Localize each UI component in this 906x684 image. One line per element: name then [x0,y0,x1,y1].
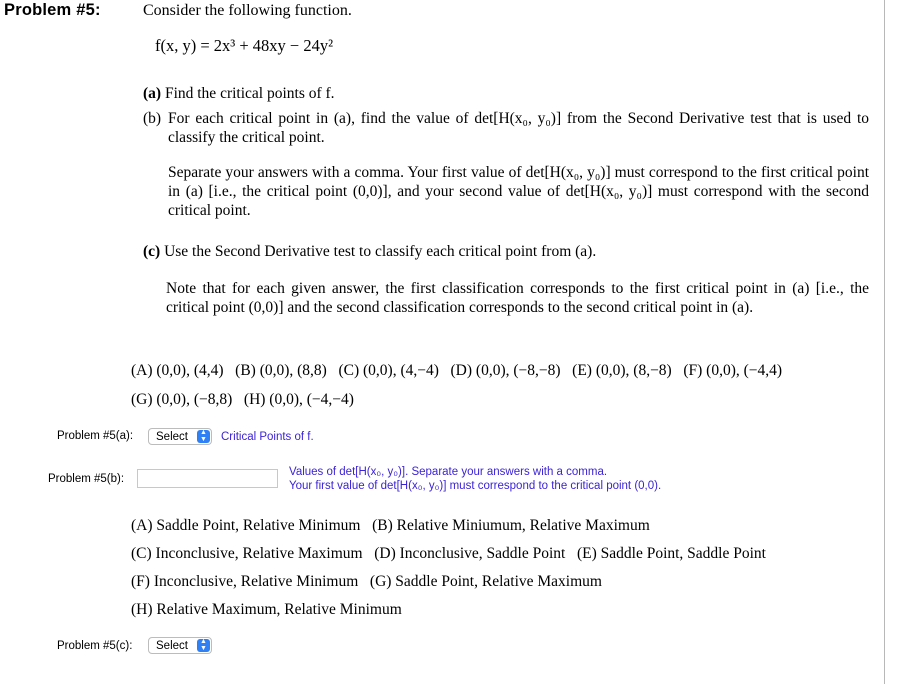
answer-b-hint-line1: Values of det[H(x₀, y₀)]. Separate your answers with a comma. [289,466,608,478]
select-arrows-icon: ▲ ▼ [197,639,210,652]
part-c-label: (c) [143,243,161,260]
answer-b-hint-line2: Your first value of det[H(x₀, y₀)] must correspond to the critical point (0,0). [289,480,662,492]
page-right-border [884,0,885,684]
options-a-line2: (G) (0,0), (−8,8) (H) (0,0), (−4,−4) [131,391,354,408]
function-formula: f(x, y) = 2x³ + 48xy − 24y² [155,36,334,55]
part-c-note: Note that for each given answer, the first classification corresponds to the first critical point in (a) [i.e., the critical point (0,0)] and the second classification corresponds to the second critical point in (a). [166,280,869,316]
part-a [143,84,335,103]
options-c-line2: (C) Inconclusive, Relative Maximum (D) Inconclusive, Saddle Point (E) Saddle Point, Saddle Point [131,545,766,562]
options-a-line1: (A) (0,0), (4,4) (B) (0,0), (8,8) (C) (0,0), (4,−4) (D) (0,0), (−8,−8) (E) (0,0), (8,−8) (F) (0,0), (−4,4) [131,362,783,379]
part-a-text: Find the critical points of f. [164,85,335,102]
part-c-text: Use the Second Derivative test to classify each critical point from (a). [164,243,597,260]
part-a-label: (a) [143,85,162,102]
answer-a-select[interactable] [148,428,212,445]
options-c-line3: (F) Inconclusive, Relative Minimum (G) Saddle Point, Relative Maximum [131,573,602,590]
problem-heading: Problem #5: [4,1,101,19]
answer-b-label: Problem #5(b): [48,473,125,485]
part-b-text: For each critical point in (a), find the value of det[H(x₀, y₀)] from the Second Derivative test that is used to classify the critical point. [168,110,869,146]
answer-c-select-value: Select [156,640,188,652]
answer-c-select[interactable] [148,637,212,654]
part-b-note: Separate your answers with a comma. Your first value of det[H(x₀, y₀)] must correspond to the first critical point in (a) [i.e., the critical point (0,0)], and your second value of det[H(x₀, y₀)] must correspond with the second critical point. [168,164,869,219]
options-c-line4: (H) Relative Maximum, Relative Minimum [131,601,402,618]
select-arrows-icon: ▲ ▼ [197,430,210,443]
answer-c-label: Problem #5(c): [57,640,133,652]
part-c [143,242,596,261]
answer-a-hint: Critical Points of f. [221,431,314,443]
options-c-line1: (A) Saddle Point, Relative Minimum (B) Relative Miniumum, Relative Maximum [131,517,650,534]
problem-intro: Consider the following function. [143,2,352,19]
answer-a-select-value: Select [156,431,188,443]
answer-a-label: Problem #5(a): [57,430,134,442]
part-b-label: (b) [143,110,162,127]
answer-b-input[interactable] [137,469,278,488]
